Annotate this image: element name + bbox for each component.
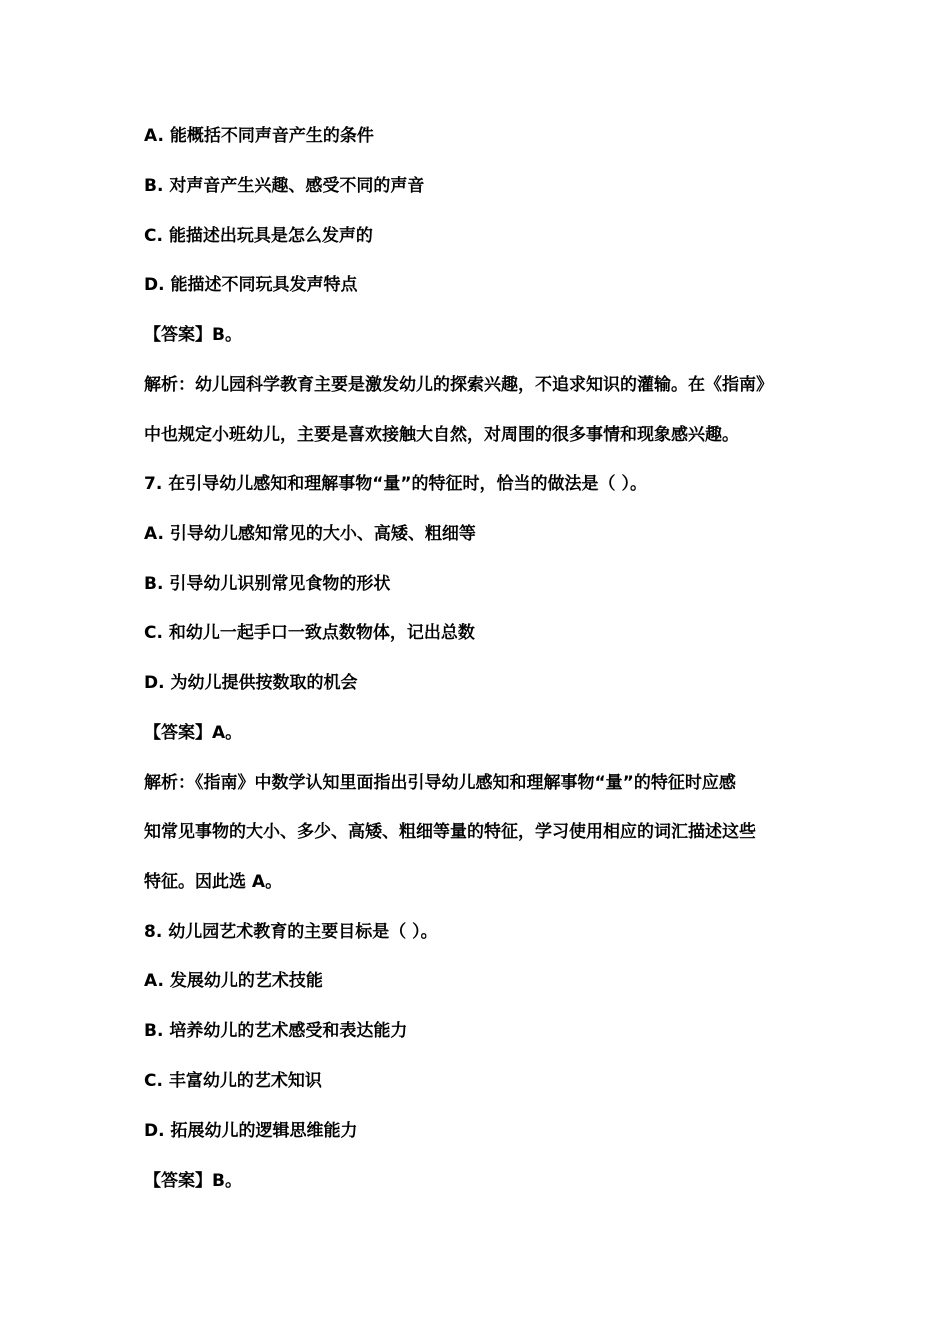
option-b-line: B. 培养幼儿的艺术感受和表达能力 [144,1021,408,1041]
option-b-line: B. 引导幼儿识别常见食物的形状 [144,574,391,594]
option-c-line: C. 能描述出玩具是怎么发声的 [144,226,373,246]
answer-line: 【答案】B。 [144,1171,242,1191]
option-d-line: D. 拓展幼儿的逻辑思维能力 [144,1121,358,1141]
option-a-line: A. 能概括不同声音产生的条件 [144,126,374,146]
option-c-line: C. 丰富幼儿的艺术知识 [144,1071,322,1091]
option-a-line: A. 引导幼儿感知常见的大小、高矮、粗细等 [144,524,476,544]
option-d-line: D. 为幼儿提供按数取的机会 [144,673,358,693]
question-8-line: 8. 幼儿园艺术教育的主要目标是（ ）。 [144,922,438,942]
option-b-line: B. 对声音产生兴趣、感受不同的声音 [144,176,425,196]
question-7-line: 7. 在引导幼儿感知和理解事物“量”的特征时，恰当的做法是（ ）。 [144,474,647,494]
option-a-line: A. 发展幼儿的艺术技能 [144,971,323,991]
option-d-line: D. 能描述不同玩具发声特点 [144,275,358,295]
analysis-line: 解析：《指南》中数学认知里面指出引导幼儿感知和理解事物“量”的特征时应感 [144,773,736,793]
option-c-line: C. 和幼儿一起手口一致点数物体，记出总数 [144,623,475,643]
answer-line: 【答案】B。 [144,325,242,345]
analysis-line: 特征。因此选 A。 [144,872,283,892]
answer-line: 【答案】A。 [144,723,243,743]
analysis-line: 解析：幼儿园科学教育主要是激发幼儿的探索兴趣，不追求知识的灌输。在《指南》 [144,375,773,395]
analysis-line: 知常见事物的大小、多少、高矮、粗细等量的特征，学习使用相应的词汇描述这些 [144,822,756,842]
analysis-line: 中也规定小班幼儿，主要是喜欢接触大自然，对周围的很多事情和现象感兴趣。 [144,425,739,445]
